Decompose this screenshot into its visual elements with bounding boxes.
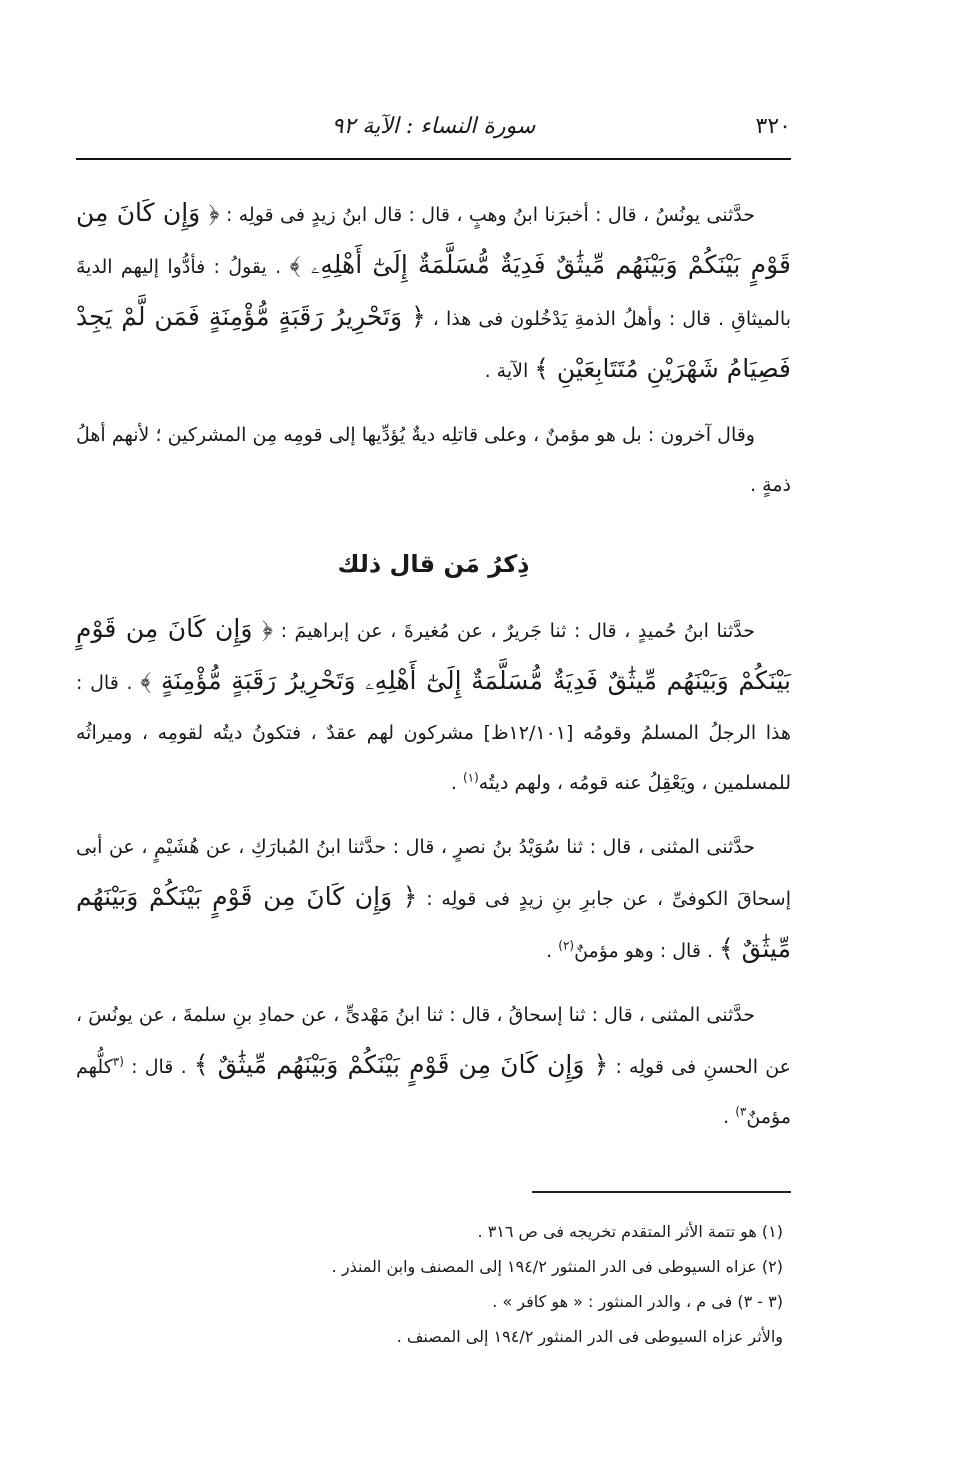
commentary: وقال آخرون : بل هو مؤمنٌ ، وعلى قاتلِه ديةٌ يُؤدِّيها إلى قومِه مِن المشركين ؛ لأنهم أهلُ ذمةٍ . [76, 424, 791, 496]
isnad: حدَّثنى يونُسُ ، قال : أخبرَنا ابنُ وهبٍ ، قال : قال ابنُ زيدٍ فى قولِه : [225, 204, 756, 226]
footnote-3: (٣ - ٣) فى م ، والدر المنثور : « هو كافر » . [492, 1292, 783, 1311]
page-number: ٣٢٠ [755, 114, 791, 139]
footnote-marker: ٣) [735, 1104, 747, 1119]
footnotes [76, 1214, 791, 1354]
footnote-2: (٢) عزاه السيوطى فى الدر المنثور ١٩٤/٢ إلى المصنف وابن المنذر . [331, 1257, 783, 1276]
header-rule [76, 158, 791, 160]
quran-verse: ﴿ وَإِن كَانَ مِن قَوْمٍ بَيْنَكُمْ وَبَيْنَهُم مِّيثَٰقٌ فَدِيَةٌ مُّسَلَّمَةٌ إِلَىٰٓ أَهْلِهِۦ وَتَحْرِيرُ رَقَبَةٍ مُّؤْمِنَةٍ ﴾ [76, 614, 791, 695]
commentary: . قال : هذا الرجلُ المسلمُ وقومُه [١٢/١٠١ظ] مشركون لهم عقدٌ ، فتكونُ ديتُه لقومِه ، وميراثُه للمسلمين ، ويَعْقِلُ عنه قومُه ، ولهم ديتُه [76, 672, 791, 794]
quran-verse: ﴿ وَتَحْرِيرُ رَقَبَةٍ مُّؤْمِنَةٍ فَمَن لَّمْ يَجِدْ فَصِيَامُ شَهْرَيْنِ مُتَتَابِعَيْنِ ﴾ [76, 302, 791, 383]
quran-verse: ﴿ وَإِن كَانَ مِن قَوْمٍ بَيْنَكُمْ وَبَيْنَهُم مِّيثَٰقٌ فَدِيَةٌ مُّسَلَّمَةٌ إِلَىٰٓ أَهْلِهِۦ ﴾ [76, 198, 791, 279]
paragraph-2 [76, 410, 791, 510]
running-title: سورة النساء : الآية ٩٢ [331, 114, 536, 139]
footnote-marker: (٢) [558, 938, 575, 953]
quran-verse: ﴿ وَإِن كَانَ مِن قَوْمٍ بَيْنَكُمْ وَبَيْنَهُم مِّيثَٰقٌ ﴾ [193, 1050, 609, 1079]
quran-verse: ﴿ وَإِن كَانَ مِن قَوْمٍ بَيْنَكُمْ وَبَيْنَهُم مِّيثَٰقٌ ﴾ [76, 882, 791, 963]
commentary: الآية . [484, 360, 529, 382]
paragraph-3 [76, 604, 791, 808]
period: . [546, 940, 553, 962]
isnad: حدَّثنا ابنُ حُميدٍ ، قال : ثنا جَريرٌ ، عن مُغيرةَ ، عن إبراهيمَ : [280, 620, 756, 642]
quoted-text: كلُّهم مؤمنٌ [76, 1056, 791, 1128]
footnote-3-continued: والأثر عزاه السيوطى فى الدر المنثور ١٩٤/٢ إلى المصنف . [396, 1327, 783, 1346]
period: . [450, 772, 457, 794]
period: . [723, 1106, 730, 1128]
paragraph-4 [76, 822, 791, 976]
commentary: . يقولُ : فأدُّوا إليهم الديةَ بالميثاقِ . قال : وأهلُ الذمةِ يَدْخُلون فى هذا ، [76, 256, 791, 330]
isnad: حدَّثنى المثنى ، قال : ثنا إسحاقُ ، قال : ثنا ابنُ مَهْدىٍّ ، عن حمادِ بنِ سلمةَ ، عن يونُسَ ، عن الحسنِ فى قولِه : [76, 1004, 792, 1078]
footnote-1: (١) هو تتمة الأثر المتقدم تخريجه فى ص ٣١٦ . [477, 1222, 783, 1241]
footnote-rule [532, 1191, 791, 1193]
main-text [76, 188, 791, 1156]
section-heading: ذِكرُ مَن قال ذلك [337, 550, 530, 578]
footnote-marker: (١) [462, 770, 479, 785]
paragraph-5 [76, 990, 791, 1142]
running-header [76, 112, 791, 142]
isnad: حدَّثنى المثنى ، قال : ثنا سُوَيْدُ بنُ نصرٍ ، قال : حدَّثنا ابنُ المُبارَكِ ، عن هُشَيْمٍ ، عن أبى إسحاقَ الكوفىِّ ، عن جابرِ بنِ زيدٍ فى قولِه : [76, 836, 792, 910]
commentary: . قال : وهو مؤمنٌ [574, 940, 714, 962]
commentary: . قال : [131, 1056, 187, 1078]
paragraph-1 [76, 188, 791, 396]
footnote-marker: (٣ [112, 1054, 124, 1069]
